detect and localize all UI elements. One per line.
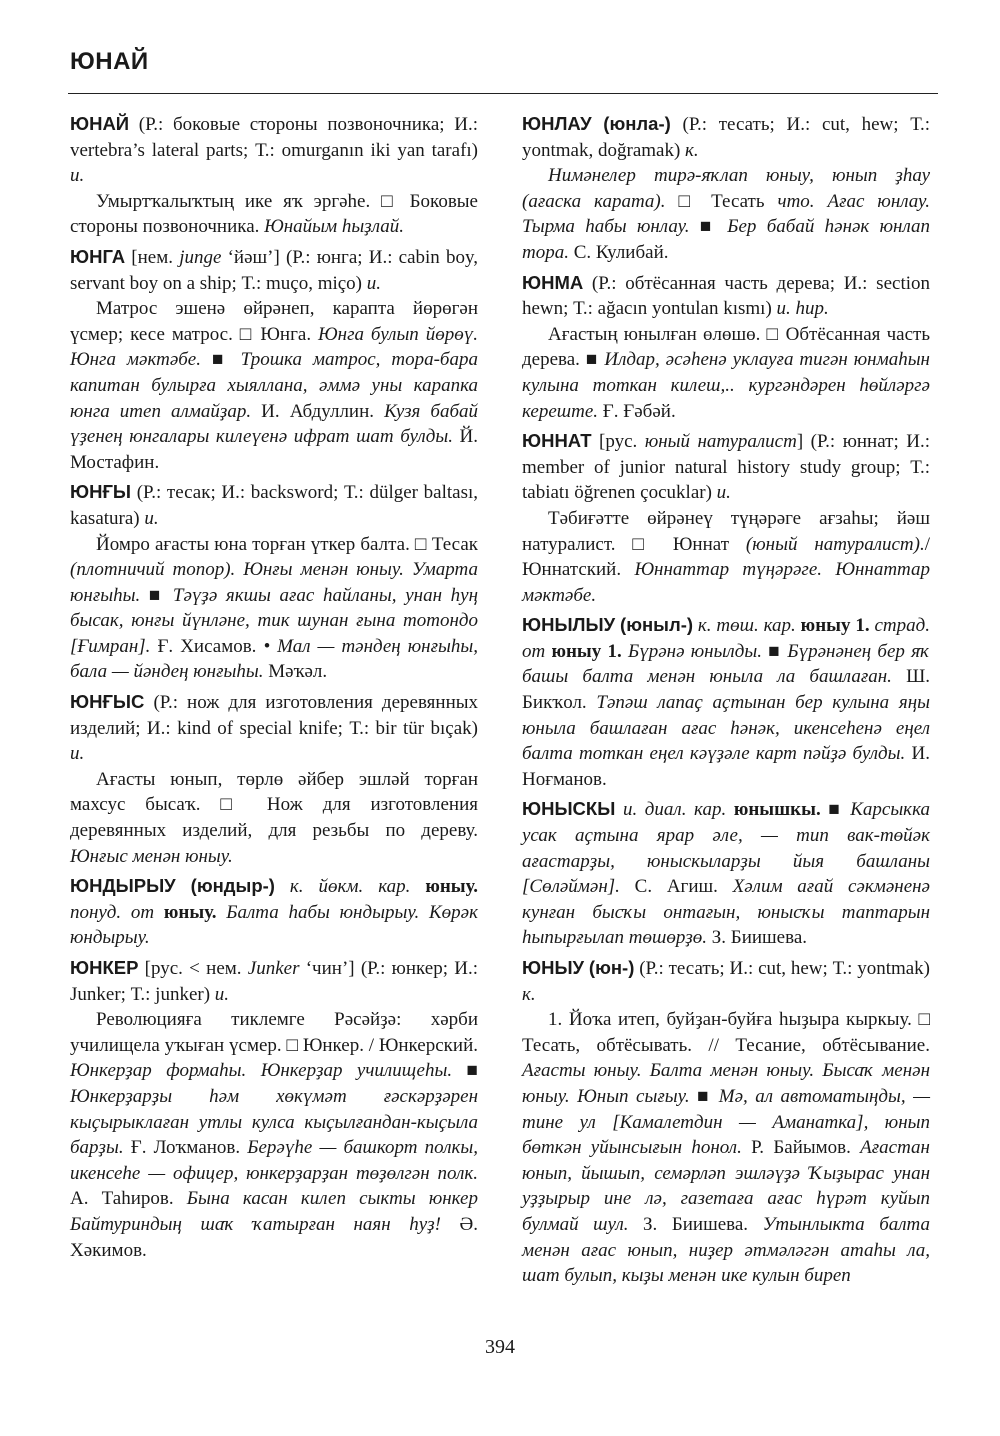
left-column (70, 111, 478, 1267)
translation-note: (юный натуралист). (745, 533, 925, 555)
example: Юнайым һыҙлай. (264, 216, 404, 238)
citation: Бына касан килеп сыкты юнкер Байтуриндың шаҡ ҡатырған наян һуҙ! (70, 1188, 478, 1235)
example: Юнкерҙар формаһы. Юнкерҙар училищеһы. (70, 1060, 453, 1082)
grammar-note: (Р.: обтёсанная часть дерева; И.: section hewn; Т.: ağacın yontulan kısmı) (522, 272, 930, 320)
grammar-note: (Р.: тесать; И.: cut, hew; Т.: yontmak) (634, 958, 931, 979)
grammar-note: ] (Р.: юннат; И.: member of junior natural history study group; Т.: tabiatı öğrenen çocuklar) (522, 431, 930, 504)
cross-ref: юныу 1. (795, 615, 870, 637)
citation-marker: ■ (452, 1060, 479, 1082)
definition: Тәбиғәтте өйрәнеү түңәрәге ағзаһы; йәш натуралист. □ Юннат (522, 507, 930, 555)
header-rule (68, 93, 938, 94)
citation: Берәүһе — башкорт полкы, икенсеһе — офицер, юнкерҙарҙан төҙөлгән полк. (70, 1137, 478, 1184)
grammar-note: (Р.: нож для изготовления деревянных изделий; И.: kind of special knife; Т.: bir tür bıçak) (70, 692, 478, 739)
grammar-note: (Р.: тесать; И.: cut, hew; Т.: yontmak, doğramak) (522, 114, 930, 161)
grammar-note (176, 876, 191, 897)
citation-author: Ғ. Хисамов. (150, 635, 264, 657)
citation-author: Р. Байымов. (741, 1137, 861, 1159)
headword: ЮНҒЫС (70, 691, 145, 713)
citation: Бүрәнәнең бер яҡ башы балта менән юныла ла башлаған. (522, 640, 931, 688)
stem: (юнла-) (603, 113, 671, 134)
citation-author: С. Кулибай. (568, 241, 669, 263)
citation: Ағастан юнып, йышып, семәрләп эшләүҙә Ҡыҙырас унан уҙҙырыр ине лә, газетаға ағас һүрәт куйып булмай шул. (522, 1137, 930, 1235)
proverb: • Мал — тәндең юнғыһы, бала — йәндең юнғыһы. (70, 635, 478, 683)
grammar-note (615, 799, 623, 820)
citation-author: Ш. Бикҡол. (522, 666, 930, 714)
grammar-note: (Р.: боковые стороны позвоночника; И.: vertebra’s lateral parts; Т.: omurganın iki yan tarafı) (70, 114, 478, 161)
citation-author: С. Агиш. (619, 876, 733, 898)
usage-label: hир. (790, 298, 829, 320)
citation: Трошка матрос, тора-бара капитан булырға хыяллана, әммә уны карапка юнга итеп алмайҙар. (70, 349, 478, 422)
part-of-speech: к. төш. кар. (697, 615, 796, 637)
headword: ЮНЛАУ (522, 113, 592, 134)
right-column (522, 111, 930, 1293)
headword: ЮНГА (70, 245, 126, 267)
grammar-note: (Р.: тесак; И.: backsword; Т.: dülger baltası, kasatura) (70, 482, 478, 529)
example: Бүрәнә юнылды. (621, 640, 762, 662)
headword: ЮНЫЛЫУ (522, 614, 616, 636)
entry-yunylyu (522, 612, 930, 792)
citation-author: И. Абдуллин. (251, 400, 385, 422)
definition: Умыртҡалыҡтың ике яҡ эргәһе. □ Боковые стороны позвоночника. (70, 190, 478, 238)
definition: Матрос эшенә өйрәнеп, карапта йөрөгән үсмер; кесе матрос. □ Юнга. (70, 298, 478, 345)
citation-author: Ғ. Ғәбәй. (598, 400, 676, 422)
part-of-speech: и. (214, 983, 230, 1005)
entry-yunlau (522, 111, 930, 266)
headword: ЮНМА (522, 271, 584, 293)
citation: Карсыкка усак аҫтына ярар әле, — тип вак-төйәк ағастарҙы, юныскыларҙы йыя башланы [Сөләймән]. (522, 799, 930, 898)
grammar-note (275, 876, 290, 897)
grammar-note: [нем. (125, 246, 180, 268)
entry-yunnat (522, 428, 930, 608)
example: Юнғыс менән юныу. (70, 845, 233, 867)
citation: Тәүҙә якшы ағас һайланы, унан һуң бысак, юнғы йүнләне, тик шунан ғына тотондо [Ғимран]. (70, 584, 478, 657)
entry-yunga (70, 244, 478, 475)
citation-author: Мәҡәл. (263, 661, 328, 683)
citation: Юнкерҙарҙы һәм хөкүмәт ғәскәрҙәрен кыҫырыклаған утлы кулса кыҫылғандан-кыҫыла барҙы. (70, 1085, 478, 1159)
citation-marker: ■ (761, 640, 788, 662)
citation-author: Ә. Хәкимов. (70, 1213, 478, 1261)
translation-note: понуд. от (70, 901, 164, 923)
entry-yungys (70, 689, 478, 869)
citation-marker: ■ (820, 799, 851, 821)
grammar-note (592, 114, 604, 135)
example: Юнга булып йөрөү. Юнга мәктәбе. (70, 323, 478, 371)
citation: Кузя бабай үҙенең юнгалары килеүенә ифрат шат булды. (70, 400, 478, 448)
etymology: junge (179, 246, 222, 268)
entry-yundyryu (70, 873, 478, 951)
definition: Ағасты юнып, төрлө әйбер эшләй торған махсус бысаҡ. □ Нож для изготовления деревянных изделий, для резьбы по дереву. (70, 768, 478, 842)
etymology: юный натуралист (644, 431, 797, 453)
citation: Илдар, әсәһенә уклауға тигән юнмаһын кулына тоткан килеш,.. кургәндәрен һөйләргә кереште. (522, 349, 930, 422)
part-of-speech: и. (70, 743, 85, 765)
citation-author: И. Ноғманов. (522, 743, 930, 790)
citation-marker: ■ (689, 1085, 719, 1107)
entry-yungy (70, 479, 478, 685)
entry-yunyu (522, 955, 930, 1289)
stem: (юныл-) (620, 614, 694, 636)
definition: Ағастың юнылған өлөшө. □ Обтёсанная часть дерева. (522, 323, 930, 371)
entry-yunay (70, 111, 478, 240)
part-of-speech: и. (776, 298, 791, 320)
headword: ЮНКЕР (70, 957, 139, 978)
headword: ЮНЫУ (522, 957, 585, 978)
citation-marker: ■ (201, 349, 241, 371)
citation: Тәпәш лапаҫ аҫтынан бер кулына яңы юныла башлаған ағас һәнәк, икенсеһенә еңел балта тоткан еңел кәүҙәле карт пәйҙә булды. (522, 692, 930, 765)
running-head: ЮНАЙ (70, 48, 149, 75)
part-of-speech: к. (522, 983, 536, 1005)
entry-yunma (522, 270, 930, 425)
etymology: Junker (247, 958, 300, 979)
stem: (юндыр-) (190, 875, 275, 897)
derivative: / Юннатский. (522, 533, 930, 581)
citation-author: Ғ. Лоҡманов. (123, 1137, 248, 1159)
example: Ағасты юныу. Балта менән юныу. Бысаҡ менән юныу. Юнып сығыу. (522, 1060, 930, 1107)
headword: ЮНАЙ (70, 113, 130, 134)
citation-author: А. Таһиров. (70, 1188, 187, 1210)
headword: ЮНЫСКЫ (522, 798, 616, 820)
stem: (юн-) (588, 957, 635, 978)
entry-yunysky (522, 796, 930, 951)
definition: Йомро ағасты юна торған үткер балта. □ Тесак (96, 533, 478, 555)
part-of-speech: и. диал. кар. (622, 799, 727, 821)
definition: Нимәнелер тирә-яҡлап юныу, юнып ҙһау (ағаска карата). (522, 165, 930, 212)
cross-ref: юныу. (163, 901, 217, 923)
part-of-speech: к. (685, 139, 699, 161)
cross-ref: юныу 1. (551, 640, 622, 662)
citation-author: Й. Мостафин. (70, 426, 478, 473)
example: Балта һабы юндырыу. Көрәк юндырыу. (70, 901, 478, 949)
citation-author: З. Биишева. (707, 927, 807, 949)
part-of-speech: к. йөкм. кар. (289, 876, 411, 898)
translation-note: страд. от (522, 615, 930, 662)
citation: Утынлыкта балта менән ағас юнып, ниҙер әтмәләгән атаһы ла, шат булып, кыҙы менән ике кулын биреп (522, 1213, 930, 1287)
entry-yunker (70, 955, 478, 1263)
headword: ЮНҒЫ (70, 481, 132, 503)
grammar-note: ‘йәш’] (Р.: юнга; И.: cabin boy, servant boy on a ship; Т.: muço, miço) (70, 246, 478, 294)
grammar-note: [рус. < нем. (138, 958, 248, 979)
citation: Бер бабай һәнәк юнлап тора. (522, 216, 930, 263)
definition: Революцияға тиклемге Рәсәйҙә: хәрби училищела уҡыған үсмер. □ Юнкер. / Юнкерский. (70, 1009, 478, 1056)
example: Юннаттар түңәрәге. Юннаттар мәктәбе. (522, 559, 930, 606)
citation-marker: ■ (585, 349, 605, 371)
citation-author: З. Биишева. (628, 1213, 763, 1235)
part-of-speech: и. (366, 272, 382, 294)
translation: □ Тесать (665, 190, 778, 212)
headword: ЮНДЫРЫУ (70, 875, 176, 897)
example: что. Ағас юнлау. Тырма һабы юнлау. (522, 190, 931, 238)
grammar-note: [рус. (591, 431, 645, 453)
citation-marker: ■ (140, 584, 173, 606)
grammar-note: ‘чин’] (Р.: юнкер; И.: Junker; Т.: junker) (70, 958, 478, 1005)
citation: Мә, ал автоматыңды, — тине ул [Камалетдин — Аманатка], юнып бөткән уйынсығын һонол. (522, 1085, 930, 1159)
part-of-speech: и. (144, 507, 159, 529)
definition: 1. Йоҡа итеп, буйҙан-буйға һыҙыра кыркыу. □ Тесать, обтёсывать. // Тесание, обтёсывание. (522, 1009, 930, 1056)
example: (плотничий топор). Юнғы менән юныу. Умарта юнғыһы. (70, 559, 478, 606)
headword: ЮННАТ (522, 430, 592, 452)
part-of-speech: и. (70, 165, 85, 187)
cross-ref: юныу. (410, 876, 478, 898)
citation: Хәлим ағай сәкмәненә кунған бысҡы онтағын, юнысҡы таптарын һыпырғылап төшөрҙө. (522, 876, 930, 949)
citation-marker: ■ (689, 216, 728, 238)
cross-ref: юнышкы. (726, 799, 821, 821)
page-number: 394 (485, 1336, 515, 1358)
part-of-speech: и. (716, 482, 731, 504)
